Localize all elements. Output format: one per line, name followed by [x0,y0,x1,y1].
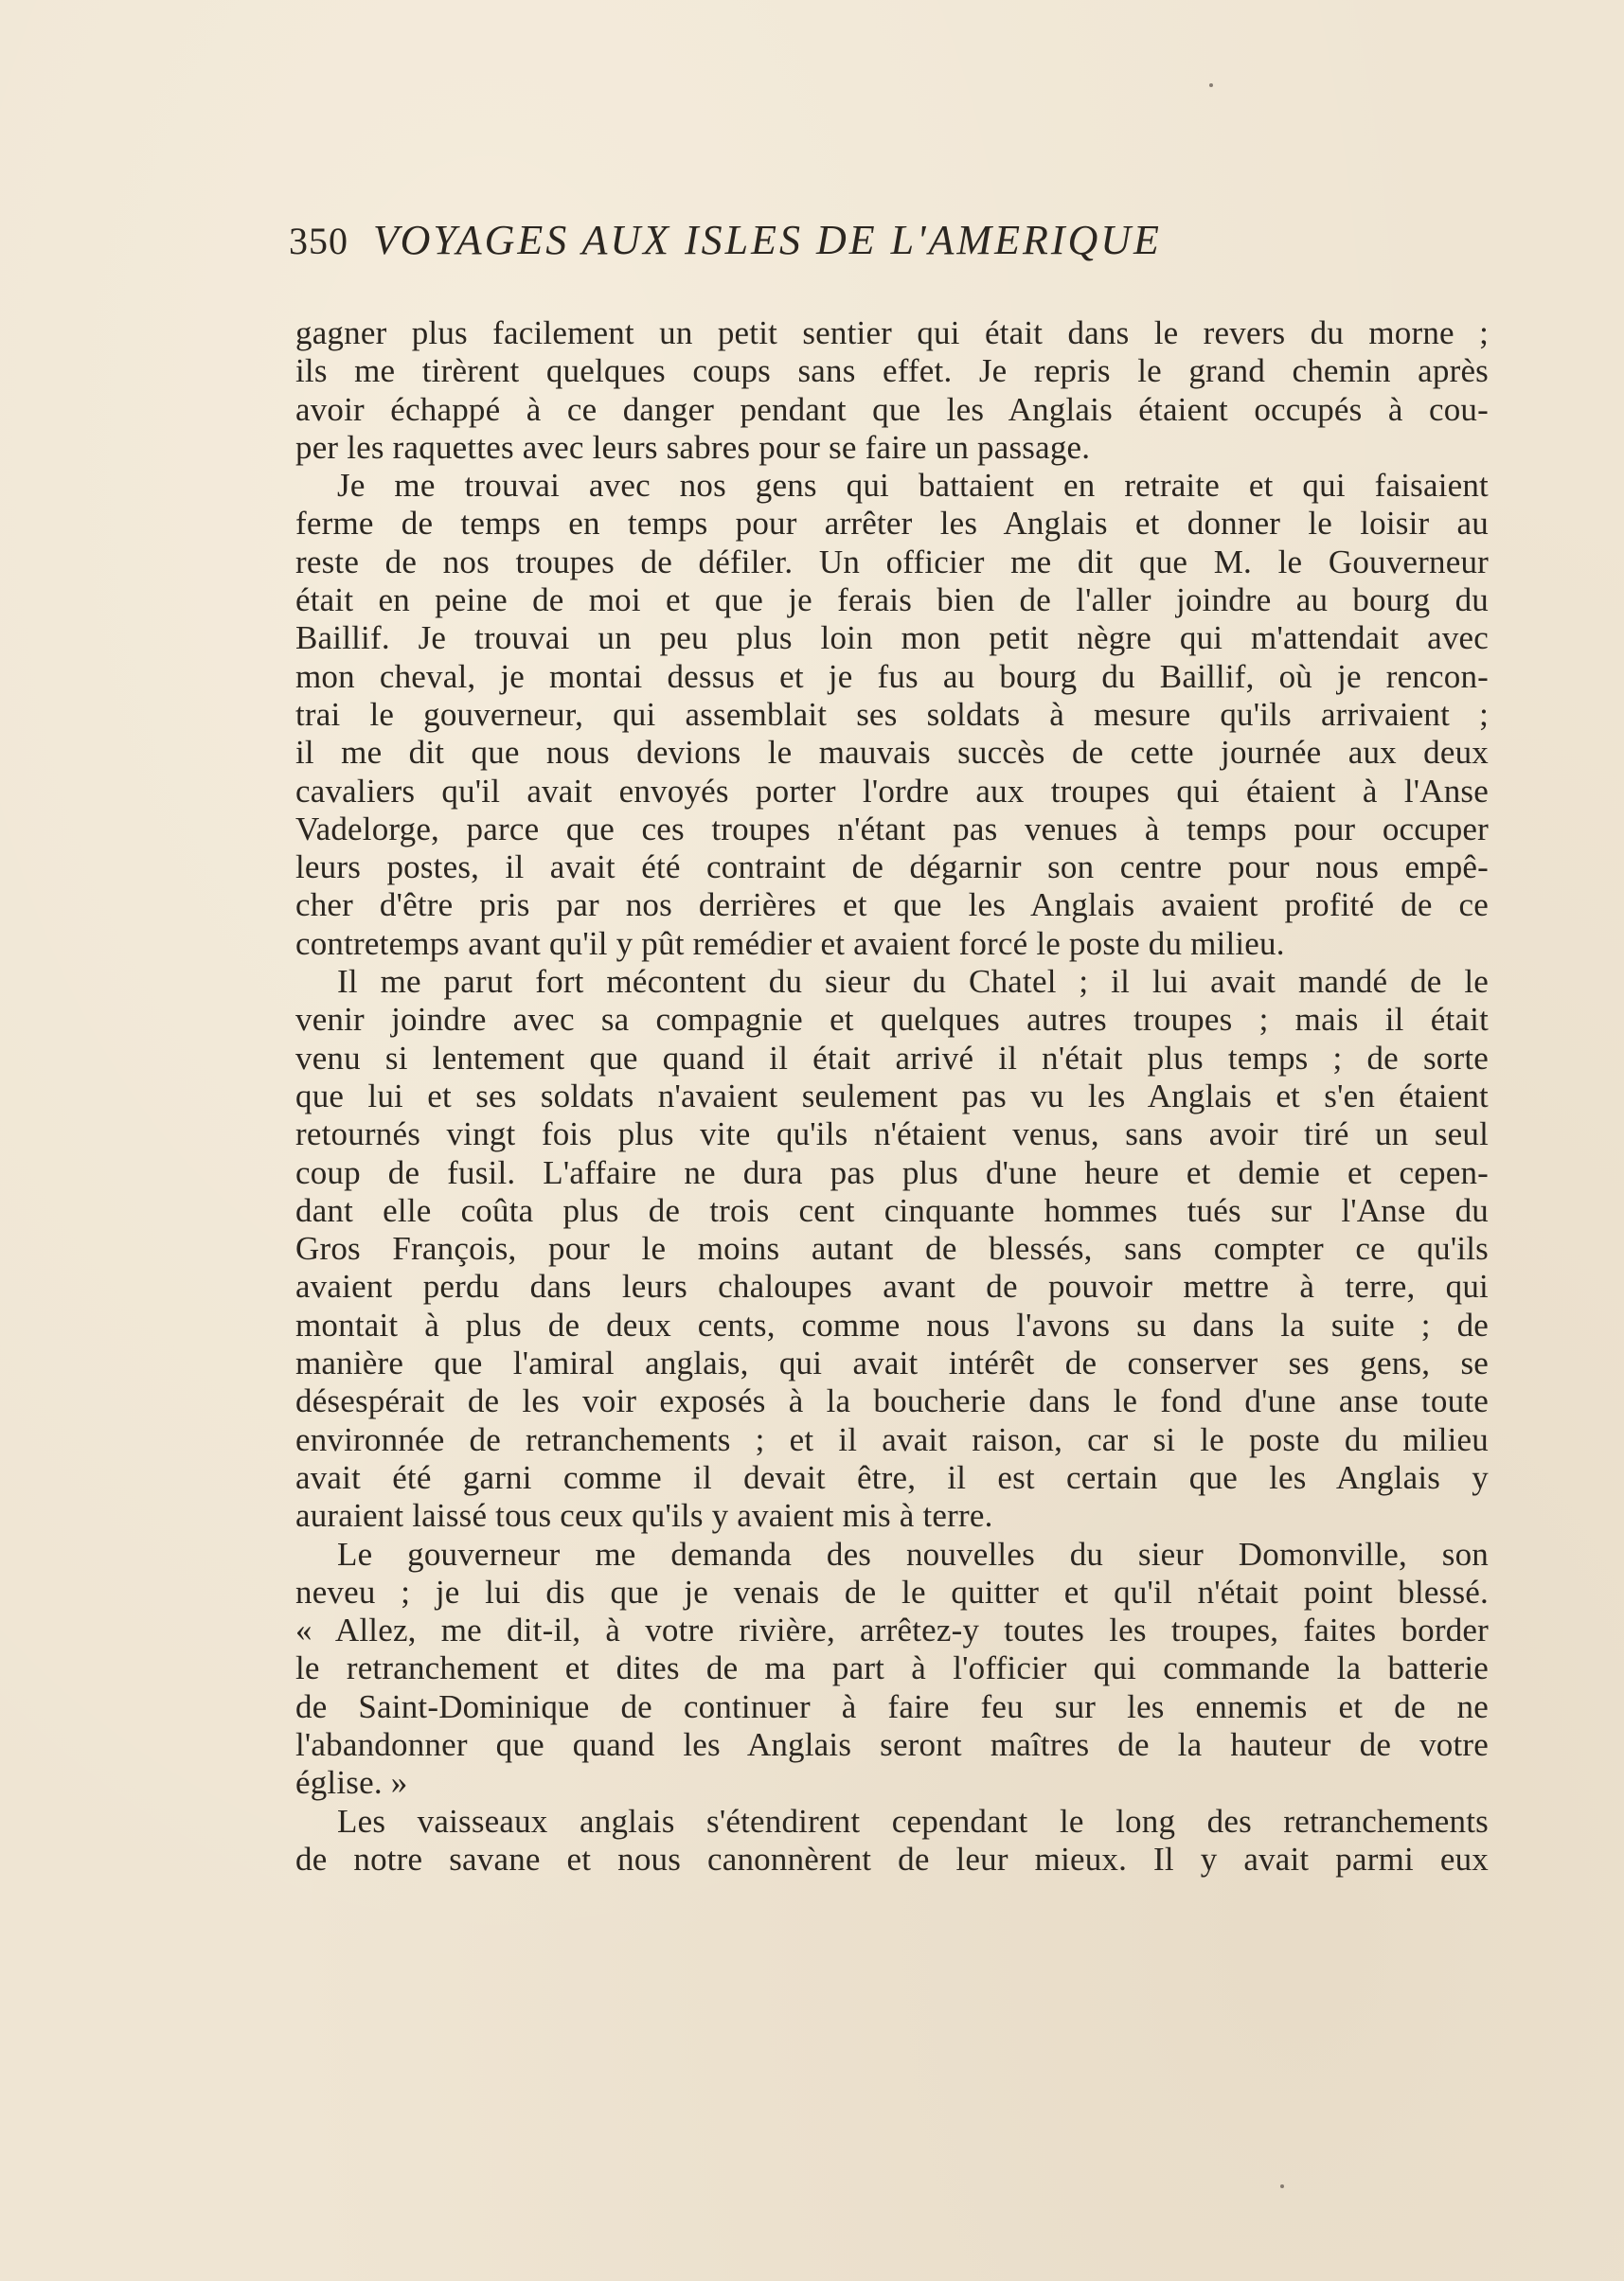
text-line: ils me tirèrent quelques coups sans effet. Je repris le grand chemin après [295,352,1489,390]
text-line: ferme de temps en temps pour arrêter les Anglais et donner le loisir au [295,505,1489,543]
text-line: Il me parut fort mécontent du sieur du Chatel ; il lui avait mandé de le [337,963,1489,1001]
text-line: l'abandonner que quand les Anglais seront maîtres de la hauteur de votre [295,1725,1489,1763]
text-line: avaient perdu dans leurs chaloupes avant de pouvoir mettre à terre, qui [295,1268,1489,1306]
text-line: neveu ; je lui dis que je venais de le quitter et qu'il n'était point blessé. [295,1573,1489,1611]
running-title: VOYAGES AUX ISLES DE L'AMERIQUE [373,217,1162,263]
text-line: Je me trouvai avec nos gens qui battaient en retraite et qui faisaient [337,467,1489,505]
text-line: venir joindre avec sa compagnie et quelques autres troupes ; mais il était [295,1001,1489,1039]
page-header [289,216,1491,282]
text-line: désespérait de les voir exposés à la boucherie dans le fond d'une anse toute [295,1382,1489,1420]
page-number: 350 [289,220,348,262]
text-line: reste de nos troupes de défiler. Un officier me dit que M. le Gouverneur [295,543,1489,580]
paper-speck [1280,2184,1284,2188]
text-line: montait à plus de deux cents, comme nous l'avons su dans la suite ; de [295,1306,1489,1344]
text-line: que lui et ses soldats n'avaient seulement pas vu les Anglais et s'en étaient [295,1077,1489,1114]
text-line: avoir échappé à ce danger pendant que les Anglais étaient occupés à cou- [295,390,1489,428]
text-line: église. » [295,1764,408,1802]
paper-speck [1209,83,1213,87]
text-line: cavaliers qu'il avait envoyés porter l'ordre aux troupes qui étaient à l'Anse [295,772,1489,810]
text-line: « Allez, me dit-il, à votre rivière, arrêtez-y toutes les troupes, faites border [295,1612,1489,1649]
text-line: Vadelorge, parce que ces troupes n'étant pas venues à temps pour occuper [295,810,1489,847]
text-line: de Saint-Dominique de continuer à faire feu sur les ennemis et de ne [295,1687,1489,1725]
text-line: cher d'être pris par nos derrières et que les Anglais avaient profité de ce [295,886,1489,924]
text-line: gagner plus facilement un petit sentier qui était dans le revers du morne ; [295,314,1489,351]
body-text [295,314,1489,1924]
text-line: environnée de retranchements ; et il avait raison, car si le poste du milieu [295,1420,1489,1458]
text-line: Le gouverneur me demanda des nouvelles du sieur Domonville, son [337,1535,1489,1573]
text-line: retournés vingt fois plus vite qu'ils n'étaient venus, sans avoir tiré un seul [295,1115,1489,1153]
text-line: Gros François, pour le moins autant de blessés, sans compter ce qu'ils [295,1230,1489,1268]
text-line: venu si lentement que quand il était arrivé il n'était plus temps ; de sorte [295,1039,1489,1077]
text-line: dant elle coûta plus de trois cent cinquante hommes tués sur l'Anse du [295,1191,1489,1229]
text-line: il me dit que nous devions le mauvais succès de cette journée aux deux [295,734,1489,772]
text-line: le retranchement et dites de ma part à l'officier qui commande la batterie [295,1649,1489,1687]
text-line: était en peine de moi et que je ferais bien de l'aller joindre au bourg du [295,581,1489,619]
text-line: per les raquettes avec leurs sabres pour se faire un passage. [295,428,1091,466]
text-line: de notre savane et nous canonnèrent de leur mieux. Il y avait parmi eux [295,1840,1489,1878]
text-line: Baillif. Je trouvai un peu plus loin mon petit nègre qui m'attendait avec [295,619,1489,657]
text-line: contretemps avant qu'il y pût remédier et avaient forcé le poste du milieu. [295,924,1285,962]
text-line: trai le gouverneur, qui assemblait ses soldats à mesure qu'ils arrivaient ; [295,695,1489,733]
text-line: auraient laissé tous ceux qu'ils y avaient mis à terre. [295,1497,993,1535]
text-line: Les vaisseaux anglais s'étendirent cependant le long des retranchements [337,1802,1489,1840]
text-line: avait été garni comme il devait être, il est certain que les Anglais y [295,1458,1489,1496]
text-line: mon cheval, je montai dessus et je fus au bourg du Baillif, où je rencon- [295,657,1489,695]
text-line: manière que l'amiral anglais, qui avait intérêt de conserver ses gens, se [295,1345,1489,1382]
text-line: leurs postes, il avait été contraint de dégarnir son centre pour nous empê- [295,848,1489,886]
text-line: coup de fusil. L'affaire ne dura pas plus d'une heure et demie et cepen- [295,1153,1489,1191]
